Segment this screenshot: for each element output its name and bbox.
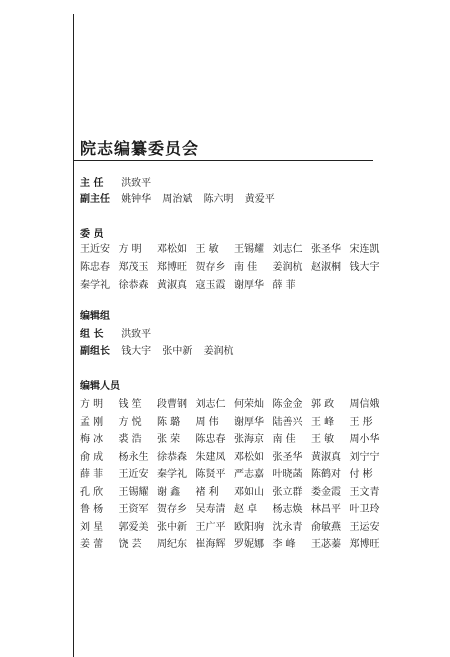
- person-name: 周纪东: [157, 539, 187, 550]
- vertical-rule: [73, 14, 74, 657]
- person-name: 黄爱平: [244, 194, 275, 205]
- person-name: 李 峰: [272, 539, 296, 550]
- person-name: 陈忠春: [80, 262, 110, 273]
- person-name: 陈贤平: [195, 469, 226, 480]
- person-name: 南 佳: [272, 434, 296, 445]
- person-name: 薛 菲: [80, 469, 104, 480]
- role-label: 组 长: [80, 329, 104, 340]
- person-name: 薛 菲: [272, 280, 296, 291]
- person-name: 钱大宇: [121, 346, 152, 357]
- title-underline: [73, 160, 373, 161]
- person-name: 鲁 杨: [80, 504, 104, 515]
- person-name: 付 彬: [349, 469, 373, 480]
- person-name: 邓松如: [157, 244, 187, 255]
- person-name: 褚 利: [195, 486, 219, 498]
- name-row: [80, 397, 388, 413]
- person-name: 刘志仁: [195, 399, 226, 410]
- person-name: 郭 政: [311, 399, 335, 410]
- name-row: [80, 278, 311, 294]
- person-name: 赵淑桐: [311, 262, 341, 273]
- person-name: 郭爱美: [118, 521, 149, 533]
- person-name: 郑博旺: [349, 539, 380, 550]
- person-name: 黄淑真: [311, 451, 341, 463]
- person-name: 方 明: [118, 244, 142, 255]
- person-name: 姜润杭: [272, 262, 303, 273]
- director-row: [80, 176, 159, 192]
- person-name: 张中新: [162, 346, 193, 357]
- person-name: 俞敏燕: [311, 521, 341, 533]
- person-name: 罗妮娜: [234, 539, 264, 550]
- person-name: 张圣华: [311, 244, 341, 255]
- person-name: 钱大宇: [349, 262, 380, 273]
- person-name: 王资军: [118, 504, 149, 515]
- person-name: 俞 成: [80, 451, 104, 463]
- person-name: 沈永青: [272, 521, 303, 533]
- name-row: [80, 415, 388, 431]
- person-name: 宋连凯: [349, 244, 380, 255]
- page-title: 院志编纂委员会: [80, 139, 200, 158]
- person-name: 王运安: [349, 521, 380, 533]
- person-name: 王苾蓁: [311, 539, 341, 550]
- person-name: 姚钟华: [121, 194, 152, 205]
- person-name: 郑博旺: [157, 262, 187, 273]
- person-name: 孟 刚: [80, 416, 104, 428]
- person-name: 洪致平: [121, 178, 152, 189]
- name-row: [80, 520, 388, 536]
- person-name: 王近安: [80, 244, 110, 255]
- person-name: 娄金霞: [311, 486, 341, 498]
- name-row: [80, 242, 388, 258]
- person-name: 张中新: [157, 521, 187, 533]
- person-name: 杨永生: [118, 451, 149, 463]
- person-name: 王 敏: [311, 434, 335, 445]
- person-name: 姜 蕾: [80, 539, 104, 550]
- person-name: 王近安: [118, 469, 149, 480]
- person-name: 刘 星: [80, 521, 104, 533]
- person-name: 秦学礼: [157, 469, 187, 480]
- person-name: 钱 笙: [118, 399, 142, 410]
- deputy-director-row: [80, 192, 283, 208]
- person-name: 段曹钢: [157, 399, 187, 410]
- person-name: 裘 浩: [118, 434, 142, 445]
- person-name: 陈 璐: [157, 416, 181, 428]
- person-name: 洪致平: [121, 329, 152, 340]
- person-name: 张 荣: [157, 434, 181, 445]
- person-name: 张立群: [272, 486, 303, 498]
- person-name: 秦学礼: [80, 280, 110, 291]
- person-name: 周治斌: [162, 194, 193, 205]
- person-name: 王广平: [195, 521, 226, 533]
- person-name: 谢厚华: [234, 416, 264, 428]
- person-name: 谢 鑫: [157, 486, 181, 498]
- person-name: 崔海辉: [195, 539, 226, 550]
- person-name: 贺存乡: [157, 504, 187, 515]
- person-name: 王 敏: [195, 244, 219, 255]
- person-name: 周 伟: [195, 416, 219, 428]
- name-row: [80, 485, 388, 501]
- person-name: 严志嘉: [234, 469, 264, 480]
- person-name: 朱建凤: [195, 451, 226, 463]
- role-label: 副主任: [80, 194, 110, 205]
- name-row: [80, 432, 388, 448]
- person-name: 姜润杭: [203, 346, 234, 357]
- person-name: 林昌平: [311, 504, 341, 515]
- person-name: 谢厚华: [234, 280, 264, 291]
- person-name: 贺存乡: [195, 262, 226, 273]
- person-name: 赵 卓: [234, 504, 258, 515]
- editors-heading: 编辑人员: [80, 381, 120, 392]
- person-name: 梅 冰: [80, 434, 104, 445]
- person-name: 饶 芸: [118, 539, 142, 550]
- role-label: 主 任: [80, 178, 104, 189]
- members-heading: 委 员: [80, 229, 104, 240]
- person-name: 陆善兴: [272, 416, 303, 428]
- person-name: 方 悦: [118, 416, 142, 428]
- person-name: 杨志焕: [272, 504, 303, 515]
- person-name: 刘志仁: [272, 244, 303, 255]
- person-name: 王 峰: [311, 416, 335, 428]
- person-name: 郑茂玉: [118, 262, 149, 273]
- person-name: 陈忠春: [195, 434, 226, 445]
- person-name: 陈六明: [203, 194, 234, 205]
- person-name: 叶卫玲: [349, 504, 380, 515]
- name-row: [80, 467, 388, 483]
- name-row: [80, 260, 388, 276]
- person-name: 王 彤: [349, 416, 373, 428]
- person-name: 徐恭森: [118, 280, 149, 291]
- person-name: 徐恭森: [157, 451, 187, 463]
- person-name: 王文青: [349, 486, 380, 498]
- editorial-group-heading: 编辑组: [80, 311, 110, 322]
- person-name: 王锡耀: [118, 486, 149, 498]
- name-row: [80, 450, 388, 466]
- person-name: 陈鹤对: [311, 469, 341, 480]
- person-name: 方 明: [80, 399, 104, 410]
- person-name: 寇玉霞: [195, 280, 226, 291]
- person-name: 欧阳驹: [234, 521, 264, 533]
- person-name: 黄淑真: [157, 280, 187, 291]
- person-name: 张海京: [234, 434, 264, 445]
- deputy-leader-row: [80, 344, 242, 360]
- person-name: 何荣灿: [234, 399, 264, 410]
- person-name: 周信娥: [349, 399, 380, 410]
- person-name: 邓如山: [234, 486, 264, 498]
- person-name: 刘宁宁: [349, 451, 380, 463]
- name-row: [80, 537, 388, 553]
- group-leader-row: [80, 327, 159, 343]
- person-name: 陈金金: [272, 399, 303, 410]
- person-name: 周小华: [349, 434, 380, 445]
- person-name: 王锡耀: [234, 244, 264, 255]
- person-name: 孔 欣: [80, 486, 104, 498]
- person-name: 叶晓菡: [272, 469, 303, 480]
- person-name: 吴寿清: [195, 504, 226, 515]
- person-name: 邓松如: [234, 451, 264, 463]
- role-label: 副组长: [80, 346, 110, 357]
- person-name: 南 佳: [234, 262, 258, 273]
- person-name: 张圣华: [272, 451, 303, 463]
- name-row: [80, 502, 388, 518]
